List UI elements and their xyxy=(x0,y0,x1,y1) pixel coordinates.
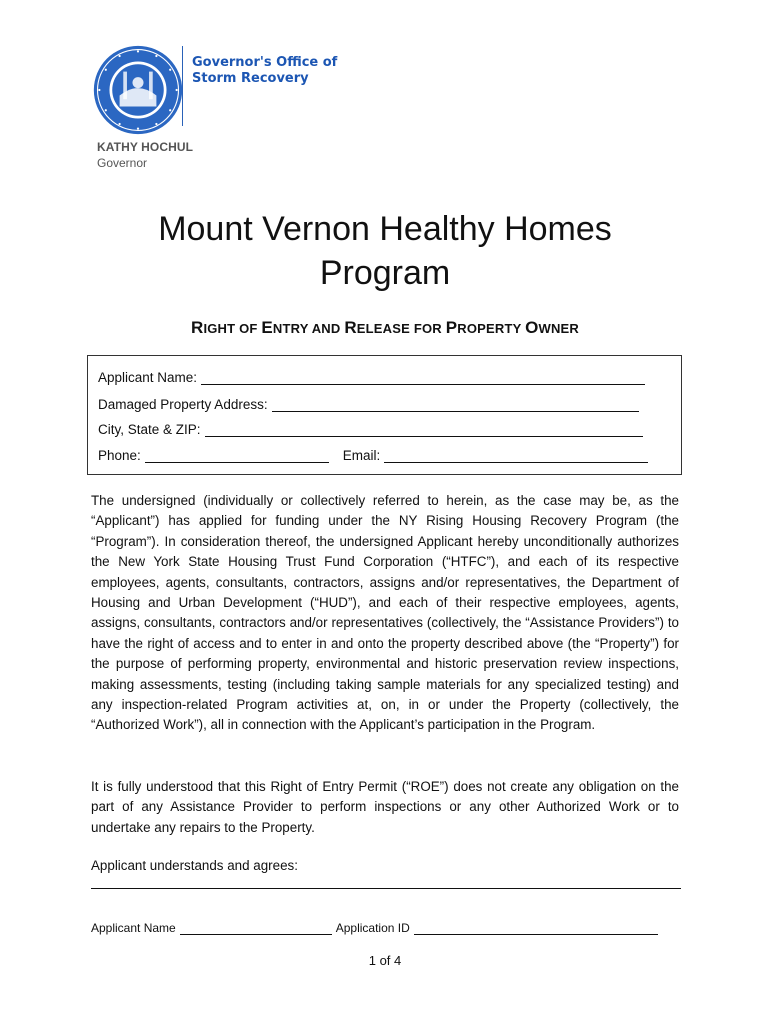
email-field[interactable] xyxy=(384,449,648,463)
phone-email-row xyxy=(98,448,648,463)
city-state-zip-label: City, State & ZIP: xyxy=(98,422,201,437)
property-address-row xyxy=(98,397,639,412)
agreement-divider xyxy=(91,888,681,889)
property-address-field[interactable] xyxy=(272,398,639,412)
document-subtitle: RIGHT OF ENTRY AND RELEASE FOR PROPERTY OWNER xyxy=(190,318,580,337)
signature-applicant-name-field[interactable] xyxy=(180,922,332,935)
title-line1: Mount Vernon Healthy Homes xyxy=(158,210,612,248)
city-state-zip-field[interactable] xyxy=(205,423,643,437)
applicant-info-box xyxy=(87,355,682,475)
governor-title: Governor xyxy=(97,156,148,170)
application-id-field[interactable] xyxy=(414,922,658,935)
document-title xyxy=(0,207,770,295)
page-number: 1 of 4 xyxy=(368,953,402,968)
state-seal-logo xyxy=(92,44,184,136)
signature-row xyxy=(91,921,681,935)
governor-name: KATHY HOCHUL xyxy=(97,140,194,154)
phone-label: Phone: xyxy=(98,448,141,463)
obligation-paragraph: It is fully understood that this Right of Entry Permit (“ROE”) does not create any obligation on the part of any Assistance Provider to perform inspections or any other Authorized Work or to undertake any repairs to the Property. xyxy=(91,779,679,835)
agreement-intro: Applicant understands and agrees: xyxy=(91,858,298,873)
email-label: Email: xyxy=(342,448,381,463)
office-name xyxy=(192,55,337,87)
application-id-label: Application ID xyxy=(335,921,410,935)
authorization-paragraph: The undersigned (individually or collectively referred to herein, as the case may be, as the “Applicant”) has applied for funding under the NY Rising Housing Recovery Program (the “Program”). In consideration thereof, the undersigned Applicant hereby unconditionally authorizes the New York State Housing Trust Fund Corporation (“HTFC”), and each of its respective employees, agents, consultants, contractors, assigns and/or representatives, the Department of Housing and Urban Development (“HUD”), and each of their respective employees, agents, assigns, consultants, contractors and/or representatives (collectively, the “Assistance Providers”) to have the right of access and to enter in and onto the property described above (the “Property”) for the purpose of performing property, environmental and historic preservation review inspections, making assessments, testing (including taking sample materials for any specialized testing) and any inspection-related Program activities at, on, in or under the Property (collectively, the “Authorized Work”), all in connection with the Applicant’s participation in the Program. xyxy=(91,493,679,733)
header-divider xyxy=(182,46,183,126)
office-name-line2: Storm Recovery xyxy=(192,71,309,86)
city-state-zip-row xyxy=(98,422,643,437)
title-line2: Program xyxy=(319,254,451,292)
phone-field[interactable] xyxy=(145,449,329,463)
office-name-line1: Governor's Office of xyxy=(192,55,338,70)
applicant-name-field[interactable] xyxy=(201,371,645,385)
applicant-name-label: Applicant Name: xyxy=(98,370,198,385)
applicant-name-row xyxy=(98,370,645,385)
signature-applicant-name-label: Applicant Name xyxy=(91,921,176,935)
property-address-label: Damaged Property Address: xyxy=(98,397,268,412)
